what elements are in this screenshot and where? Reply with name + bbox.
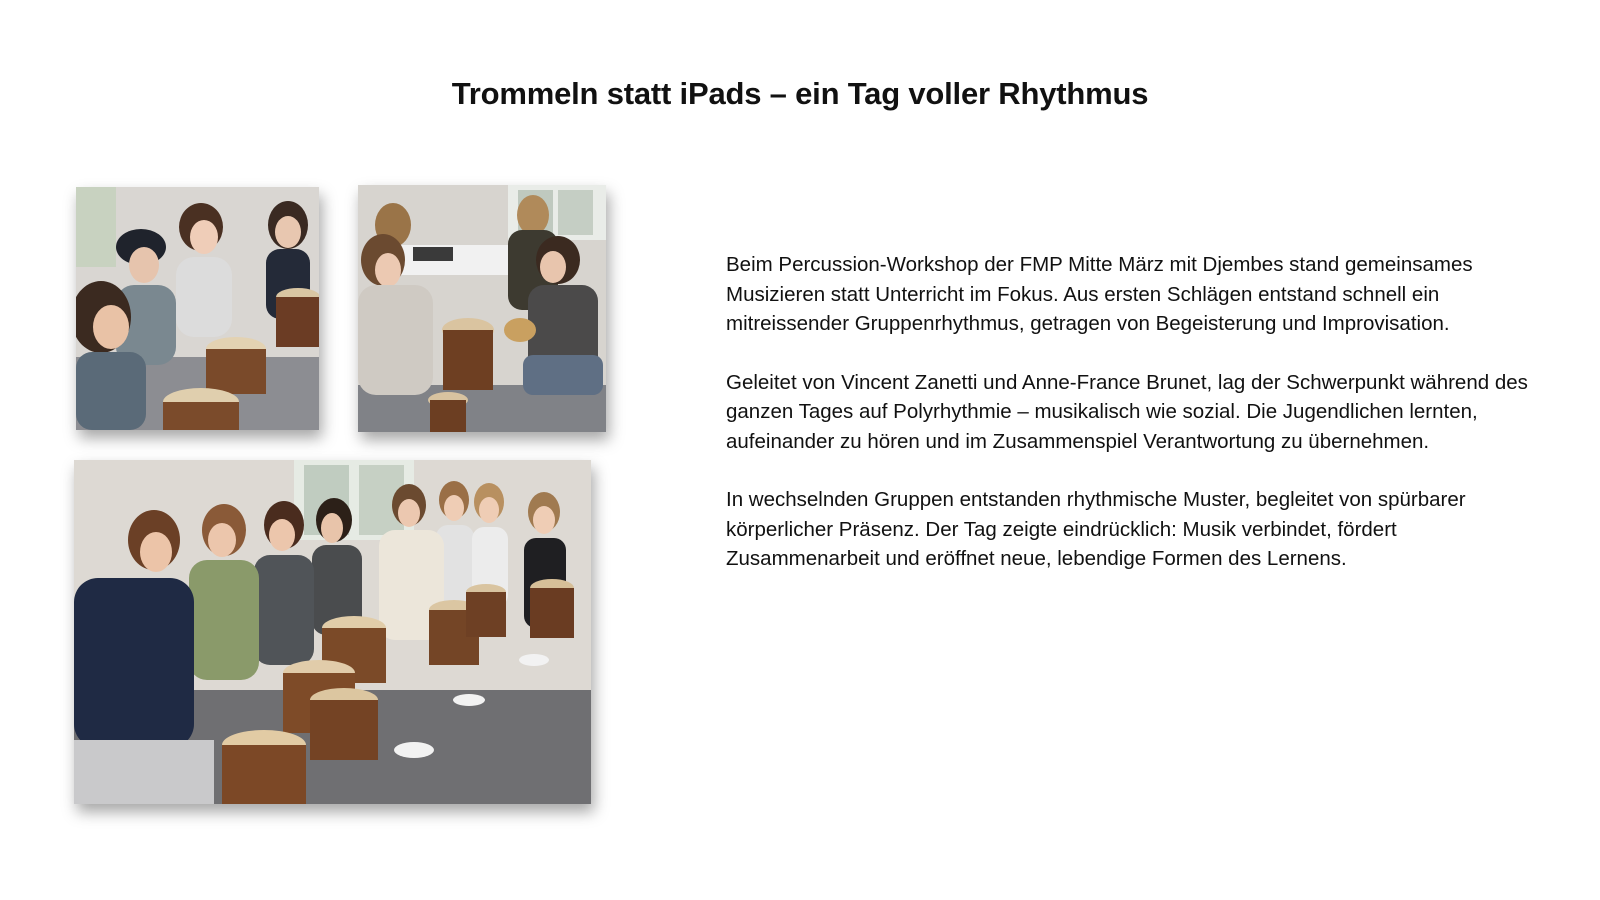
paragraph-1: Beim Percussion-Workshop der FMP Mitte März mit Djembes stand gemeinsames Musizieren statt Unterricht im Fokus. Aus ersten Schlägen entstand schnell ein mitreissender Gruppenrhythmus, getragen von Begeisterung und Improvisation.: [726, 253, 1473, 335]
paragraph-2: Geleitet von Vincent Zanetti und Anne-France Brunet, lag der Schwerpunkt während des ganzen Tages auf Polyrhythmie – musikalisch wie sozial. Die Jugendlichen lernten, aufeinander zu hören und im Zusammenspiel Verantwortung zu übernehmen.: [726, 370, 1528, 453]
paragraph-3: In wechselnden Gruppen entstanden rhythmische Muster, begleitet von spürbarer körperlicher Präsenz. Der Tag zeigte eindrücklich: Musik verbindet, fördert Zusammenarbeit und eröffnet neue, lebendige Formen des Lernens.: [726, 488, 1466, 570]
photo-students-drumming-classroom: [358, 185, 606, 432]
photo-students-drumming-closeup: [76, 187, 319, 430]
body-text: [726, 250, 1556, 603]
slide-title: Trommeln statt iPads – ein Tag voller Rhythmus: [451, 76, 1149, 111]
photo-group-drumming-circle: [74, 460, 591, 804]
